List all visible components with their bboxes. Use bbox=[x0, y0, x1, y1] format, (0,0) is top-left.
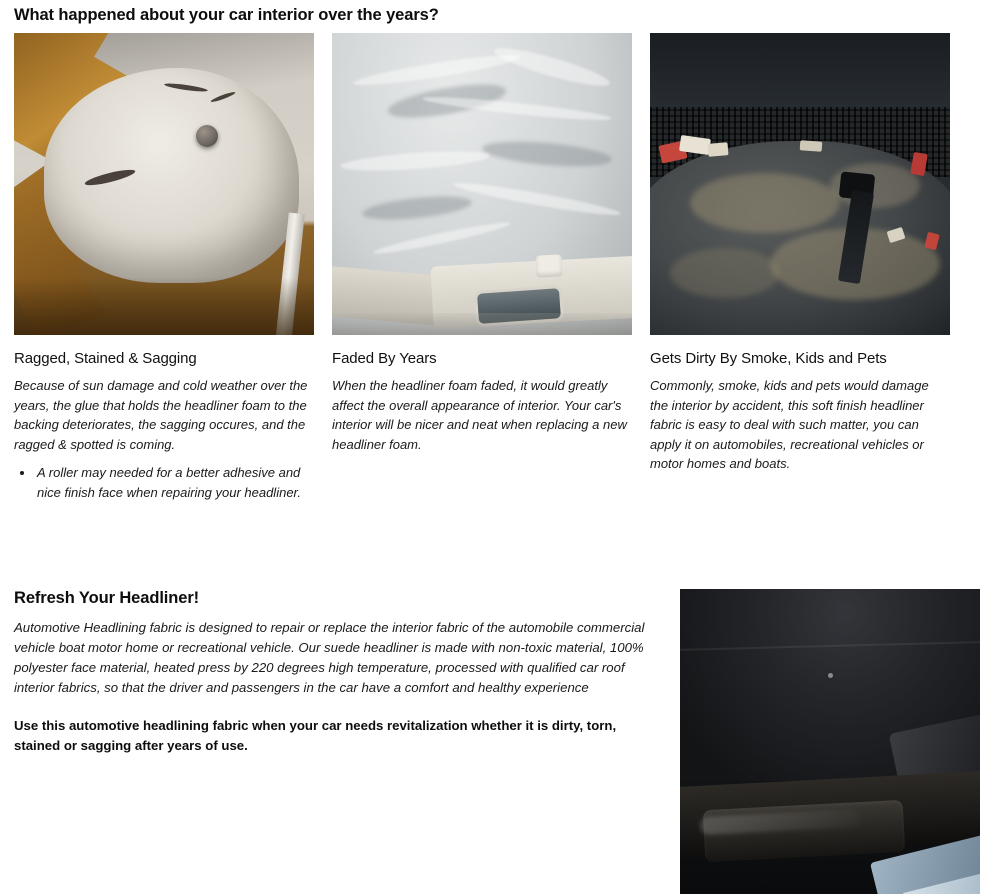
bottom-text-block bbox=[14, 589, 662, 756]
debris-item bbox=[800, 140, 823, 152]
debris-item bbox=[707, 142, 728, 157]
feature-card-row bbox=[0, 33, 1000, 503]
bottom-paragraph: Automotive Headlining fabric is designed to repair or replace the interior fabric of the automobile commercial vehicle boat motor home or recreational vehicle. Our suede headliner is made with non-toxic material, 100% polyester face material, heated press by 220 degrees high temperature, processed with qualified car roof interior fabrics, so that the driver and passengers in the car have a comfort and healthy experience bbox=[14, 619, 645, 695]
photo-shadow-overlay bbox=[332, 313, 632, 335]
fabric-streak bbox=[340, 148, 491, 174]
feature-card-bullets bbox=[14, 463, 314, 502]
bottom-section bbox=[0, 589, 1000, 894]
list-item: • A roller may needed for a better adhesive and nice finish face when repairing your headliner. bbox=[35, 463, 314, 502]
feature-card-title: Faded By Years bbox=[332, 350, 437, 367]
bottom-heading: Refresh Your Headliner! bbox=[14, 588, 200, 607]
fabric-streak bbox=[452, 178, 622, 219]
feature-card-title: Gets Dirty By Smoke, Kids and Pets bbox=[650, 350, 887, 367]
bottom-callout: Use this automotive headlining fabric when your car needs revitalization whether it is dirty, torn, stained or sagging after years of use. bbox=[14, 717, 617, 753]
roof-light-dot bbox=[828, 673, 833, 678]
feature-card-body: When the headliner foam faded, it would greatly affect the overall appearance of interior. Your car's interior will be nicer and neat when replacing a new headliner foam. bbox=[332, 378, 627, 452]
dome-light-knob bbox=[196, 125, 218, 147]
fade-patch bbox=[481, 137, 612, 170]
sagging-fabric-shape bbox=[44, 68, 299, 283]
dirty-seat-smoke-kids-pets-photo bbox=[650, 33, 950, 335]
page-title: What happened about your car interior over the years? bbox=[14, 6, 439, 24]
photo-shadow-overlay bbox=[14, 277, 314, 335]
ragged-stained-sagging-headliner-photo bbox=[14, 33, 314, 335]
feature-card bbox=[332, 33, 632, 454]
feature-card-title: Ragged, Stained & Sagging bbox=[14, 350, 197, 367]
fabric-streak bbox=[492, 42, 612, 92]
feature-card bbox=[14, 33, 314, 503]
fabric-streak bbox=[372, 219, 511, 258]
fade-patch bbox=[361, 192, 472, 223]
feature-card bbox=[650, 33, 950, 474]
fabric-streak bbox=[352, 50, 522, 90]
visor-clip bbox=[535, 254, 562, 277]
dirt-stain bbox=[690, 173, 840, 233]
dirt-stain bbox=[670, 248, 780, 298]
faded-headliner-photo bbox=[332, 33, 632, 335]
feature-card-body: Because of sun damage and cold weather over the years, the glue that holds the headliner foam to the backing deteriorates, the sagging occures, and the ragged & spotted is coming. bbox=[14, 378, 308, 452]
feature-card-body: Commonly, smoke, kids and pets would damage the interior by accident, this soft finish headliner fabric is easy to deal with such matter, you can apply it on automobiles, recreational vehicles or motor homes and boats. bbox=[650, 378, 929, 472]
refreshed-dark-suede-headliner-photo bbox=[680, 589, 980, 894]
